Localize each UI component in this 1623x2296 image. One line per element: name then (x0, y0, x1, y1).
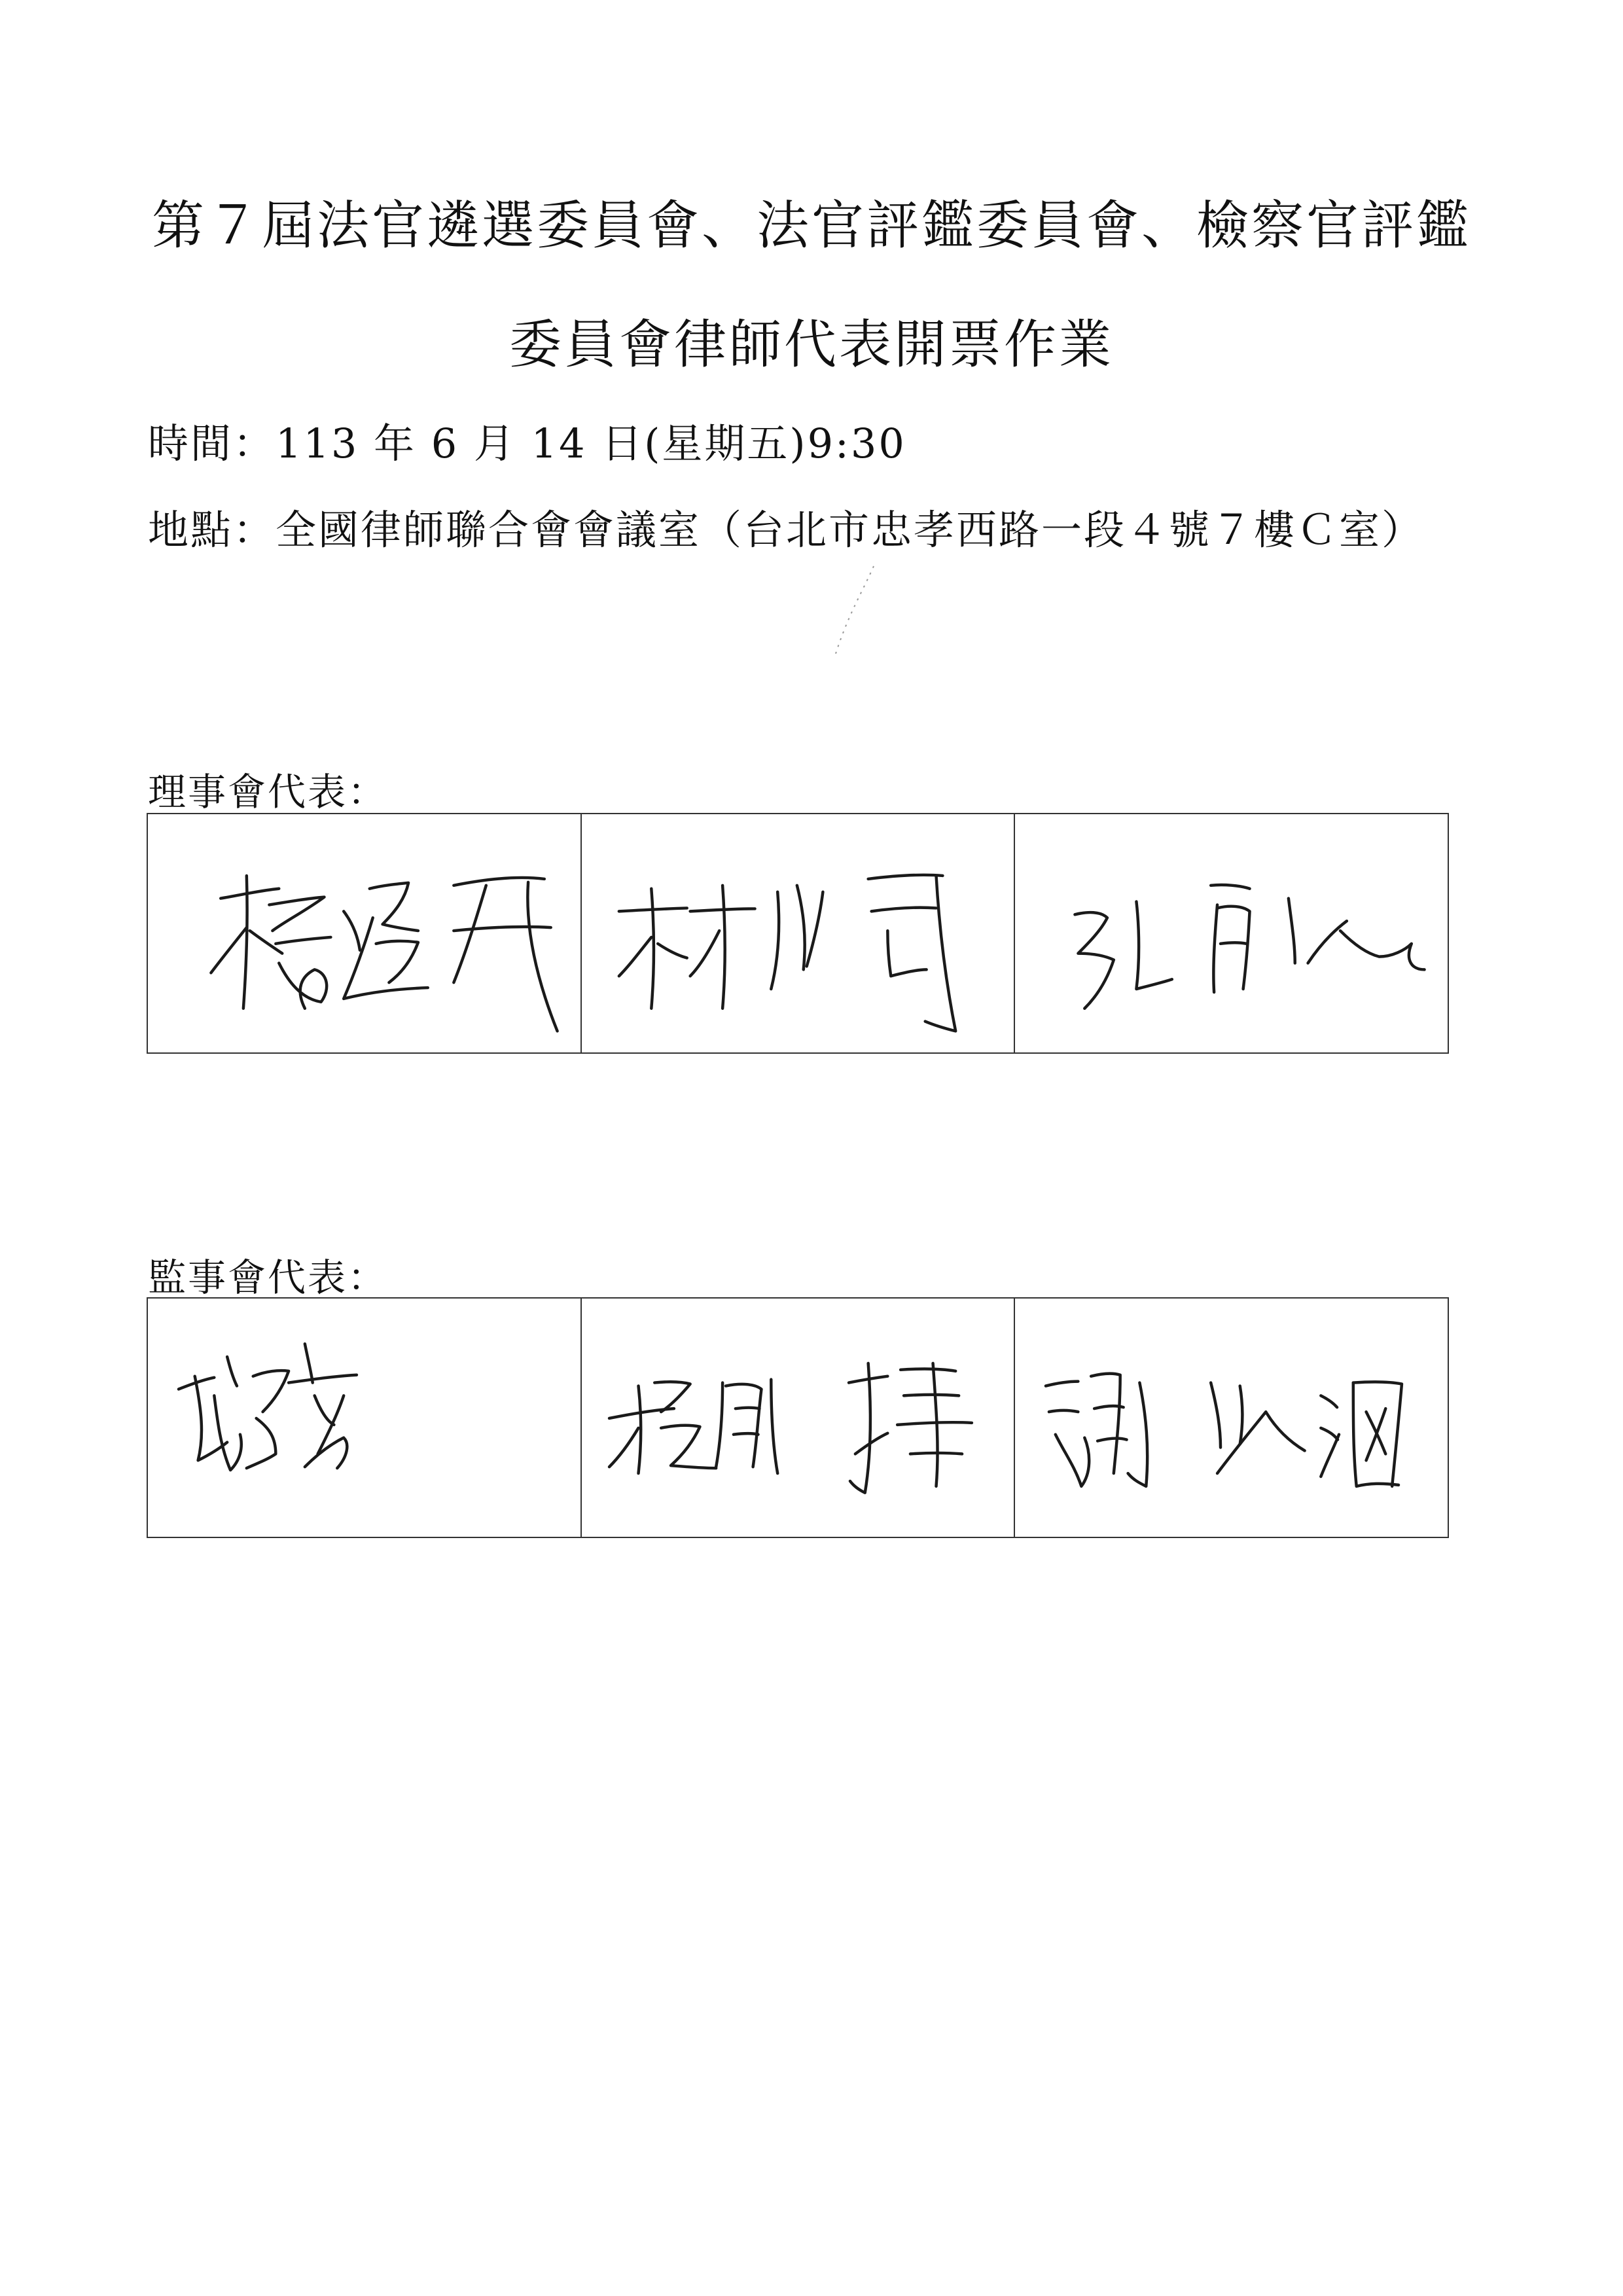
board-signature-cell-1 (148, 814, 580, 1052)
signature-image (582, 1299, 1014, 1537)
supervisor-signature-table (147, 1297, 1449, 1538)
signature-image (148, 814, 580, 1052)
signature-image (148, 1299, 580, 1537)
supervisor-representatives-label: 監事會代表： (148, 1255, 388, 1300)
signature-image (1015, 1299, 1448, 1537)
place-line: 地點：全國律師聯合會會議室（台北市忠孝西路一段４號７樓Ｃ室） (148, 506, 1425, 554)
board-signature-cell-3 (1014, 814, 1448, 1052)
title-line-1: 第７屆法官遴選委員會、法官評鑑委員會、檢察官評鑑 (152, 195, 1471, 256)
scan-artifact (828, 563, 880, 661)
supervisor-signature-cell-1 (148, 1299, 580, 1537)
signature-image (582, 814, 1014, 1052)
supervisor-signature-cell-3 (1014, 1299, 1448, 1537)
board-representatives-label: 理事會代表： (148, 770, 388, 814)
supervisor-signature-cell-2 (580, 1299, 1014, 1537)
board-signature-table (147, 813, 1449, 1054)
signature-image (1015, 814, 1448, 1052)
board-signature-cell-2 (580, 814, 1014, 1052)
time-line: 時間：113 年 6 月 14 日(星期五)9:30 (148, 420, 906, 467)
title-line-2: 委員會律師代表開票作業 (509, 314, 1114, 375)
